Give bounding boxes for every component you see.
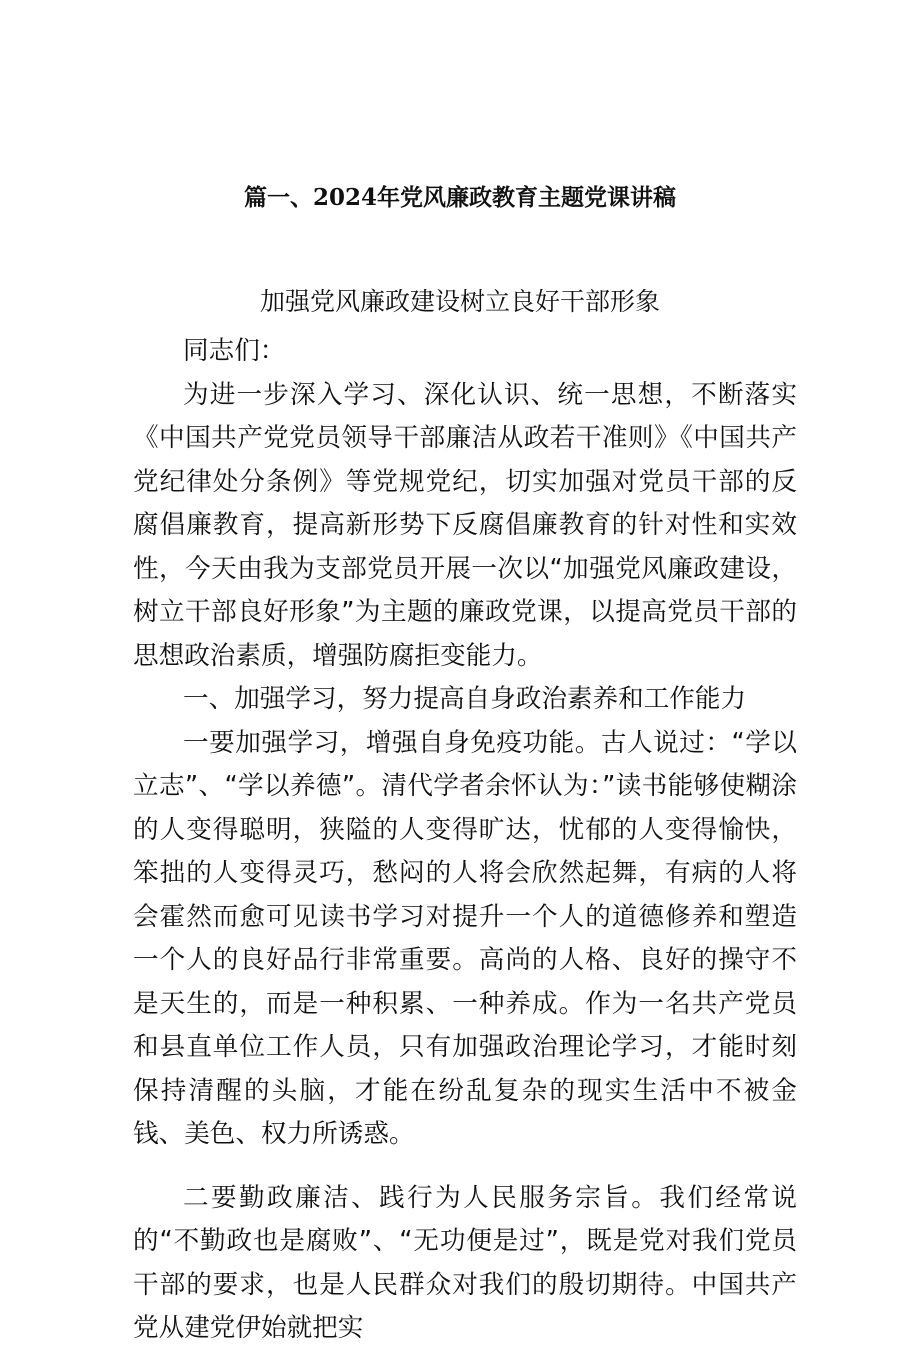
document-body	[133, 330, 797, 1351]
greeting: 同志们：	[183, 336, 286, 366]
body-paragraph: 二要勤政廉洁、践行为人民服务宗旨。我们经常说的“不勤政也是腐败”、“无功便是过”，既是党对我们党员干部的要求，也是人民群众对我们的殷切期待。中国共产党从建党伊始就把实	[133, 1182, 797, 1343]
body-paragraph: 为进一步深入学习、深化认识、统一思想，不断落实《中国共产党党员领导干部廉洁从政若干准则》《中国共产党纪律处分条例》等党规党纪，切实加强对党员干部的反腐倡廉教育，提高新形势下反腐倡廉教育的针对性和实效性，今天由我为支部党员开展一次以“加强党风廉政建设，树立干部良好形象”为主题的廉政党课，以提高党员干部的思想政治素质，增强防腐拒变能力。	[133, 379, 797, 671]
document-header-title: 篇一、2024年党风廉政教育主题党课讲稿	[243, 184, 676, 211]
speech-title: 加强党风廉政建设树立良好干部形象	[259, 287, 660, 316]
body-paragraph: 一要加强学习，增强自身免疫功能。古人说过：“学以立志”、“学以养德”。清代学者余怀认为：”读书能够使糊涂的人变得聪明，狭隘的人变得旷达，忧郁的人变得愉快，笨拙的人变得灵巧，愁闷的人将会欣然起舞，有病的人将会霍然而愈可见读书学习对提升一个人的道德修养和塑造一个人的良好品行非常重要。高尚的人格、良好的操守不是天生的，而是一种积累、一种养成。作为一名共产党员和县直单位工作人员，只有加强政治理论学习，才能时刻保持清醒的头脑，才能在纷乱复杂的现实生活中不被金钱、美色、权力所诱惑。	[133, 727, 797, 1149]
section-heading: 一、加强学习，努力提高自身政治素养和工作能力	[183, 684, 747, 714]
